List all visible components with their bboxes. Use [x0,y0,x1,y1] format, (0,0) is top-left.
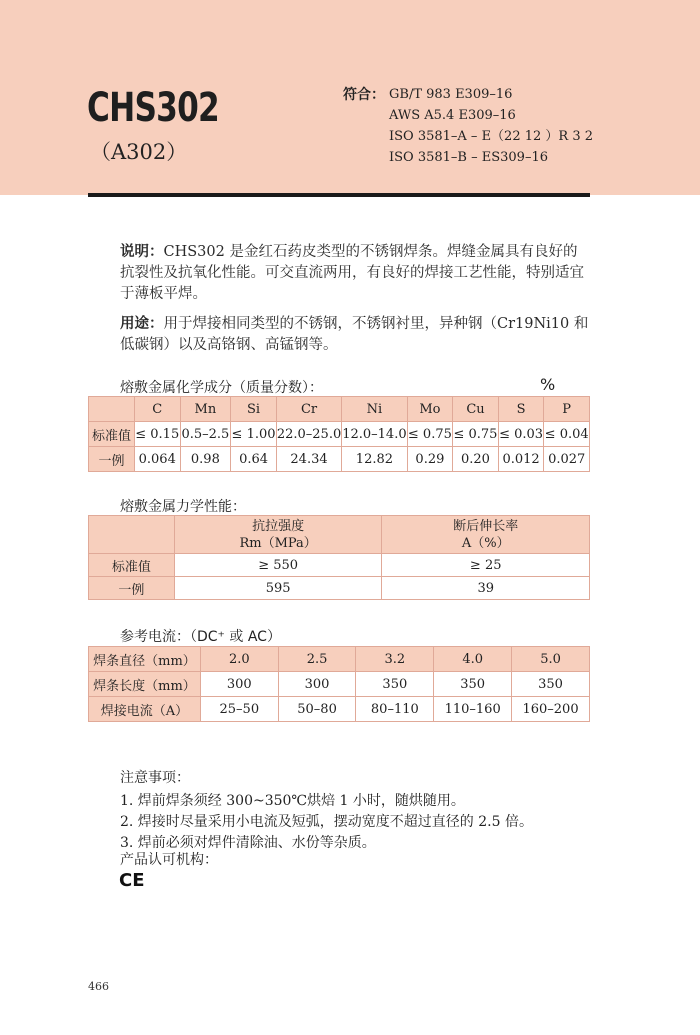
table-cell: ≤ 1.00 [231,422,277,447]
table-cell: 0.027 [544,447,590,472]
table-row [89,447,590,472]
note-item: 1. 焊前焊条须经 300~350℃烘焙 1 小时，随烘随用。 [120,793,465,809]
table-cell: 350 [356,672,434,697]
standard-item: ISO 3581–B – ES309–16 [389,150,548,165]
row-header: 焊接电流（A） [89,697,201,722]
table-cell: ≥ 25 [382,554,590,577]
row-header: 标准值 [89,422,135,447]
standard-item: GB/T 983 E309–16 [389,87,513,102]
table-cell [89,397,135,422]
usage-label: 用途： [120,316,164,332]
row-header: 焊条直径（mm） [89,647,201,672]
chemical-composition-table [88,396,590,472]
chemical-title: 熔敷金属化学成分（质量分数）： [120,380,323,396]
table-row [89,554,590,577]
table-cell: 0.64 [231,447,277,472]
table-cell: 160–200 [512,697,590,722]
table-cell: 110–160 [434,697,512,722]
table-row [89,647,590,672]
table-cell: 0.20 [453,447,499,472]
table-cell: 80–110 [356,697,434,722]
table-cell: 0.012 [498,447,544,472]
table-cell: Mo [407,397,453,422]
standard-item: AWS A5.4 E309–16 [389,108,516,123]
description-paragraph [120,242,590,305]
table-cell: C [134,397,180,422]
mechanical-properties-table [88,515,590,600]
row-header: 焊条长度（mm） [89,672,201,697]
table-cell: P [544,397,590,422]
column-title: 断后伸长率 [453,518,519,534]
reference-current-table [88,646,590,722]
table-cell: Cu [453,397,499,422]
table-cell: Si [231,397,277,422]
page-number: 466 [88,980,109,993]
table-row [89,577,590,600]
row-header: 一例 [89,447,135,472]
table-cell: ≤ 0.75 [453,422,499,447]
conformity-label: 符合： [343,87,385,103]
table-cell: 12.0–14.0 [342,422,407,447]
table-header-row [89,397,590,422]
table-cell: 0.5–2.5 [180,422,231,447]
table-cell: 4.0 [434,647,512,672]
table-cell: ≤ 0.04 [544,422,590,447]
usage-text: 用于焊接相同类型的不锈钢，不锈钢衬里，异种钢（Cr19Ni10 和低碳钢）以及高铬钢、高锰钢等。 [120,316,589,353]
current-title: 参考电流：（DC⁺ 或 AC） [120,629,281,645]
table-cell: 350 [512,672,590,697]
table-header-row [89,516,590,554]
table-cell: 0.29 [407,447,453,472]
standards-list [389,84,593,168]
description-text: CHS302 是金红石药皮类型的不锈钢焊条。焊缝金属具有良好的抗裂性及抗氧化性能。可交直流两用，有良好的焊接工艺性能，特别适宜于薄板平焊。 [120,244,584,302]
column-title: 抗拉强度 [252,518,305,534]
product-model: CHS302 [87,85,219,131]
table-cell [89,516,175,554]
table-cell: 2.0 [200,647,278,672]
header-band [0,0,700,195]
note-item: 2. 焊接时尽量采用小电流及短弧，摆动宽度不超过直径的 2.5 倍。 [120,814,533,830]
product-alias: （A302） [90,140,188,164]
table-cell: Ni [342,397,407,422]
table-cell: 25–50 [200,697,278,722]
table-cell [174,516,382,554]
column-unit: Rm（MPa） [239,535,317,551]
header-divider [88,193,590,197]
row-header: 一例 [89,577,175,600]
table-cell: ≤ 0.03 [498,422,544,447]
table-cell: 5.0 [512,647,590,672]
table-cell: 0.064 [134,447,180,472]
row-header: 标准值 [89,554,175,577]
table-cell: 39 [382,577,590,600]
table-cell: 350 [434,672,512,697]
mechanical-title: 熔敷金属力学性能： [120,499,246,515]
table-cell: 24.34 [276,447,341,472]
ce-mark-icon: CE [119,870,145,891]
table-cell: 0.98 [180,447,231,472]
table-cell: ≤ 0.75 [407,422,453,447]
table-cell: ≥ 550 [174,554,382,577]
table-cell: 3.2 [356,647,434,672]
table-cell: Cr [276,397,341,422]
column-unit: A（%） [461,535,510,551]
table-cell [382,516,590,554]
table-cell: 22.0–25.0 [276,422,341,447]
table-row [89,672,590,697]
description-label: 说明： [120,244,164,260]
notes-section [120,768,533,854]
table-row [89,422,590,447]
certification-title: 产品认可机构： [120,852,218,868]
table-cell: S [498,397,544,422]
table-cell: 595 [174,577,382,600]
usage-paragraph [120,314,590,356]
standard-item: ISO 3581–A – E（22 12 ）R 3 2 [389,129,594,144]
chemical-unit: % [540,375,556,394]
table-row [89,697,590,722]
notes-title: 注意事项： [120,770,190,786]
table-cell: 2.5 [278,647,356,672]
table-cell: 50–80 [278,697,356,722]
table-cell: 12.82 [342,447,407,472]
table-cell: 300 [200,672,278,697]
note-item: 3. 焊前必须对焊件清除油、水份等杂质。 [120,835,376,851]
table-cell: Mn [180,397,231,422]
table-cell: 300 [278,672,356,697]
table-cell: ≤ 0.15 [134,422,180,447]
